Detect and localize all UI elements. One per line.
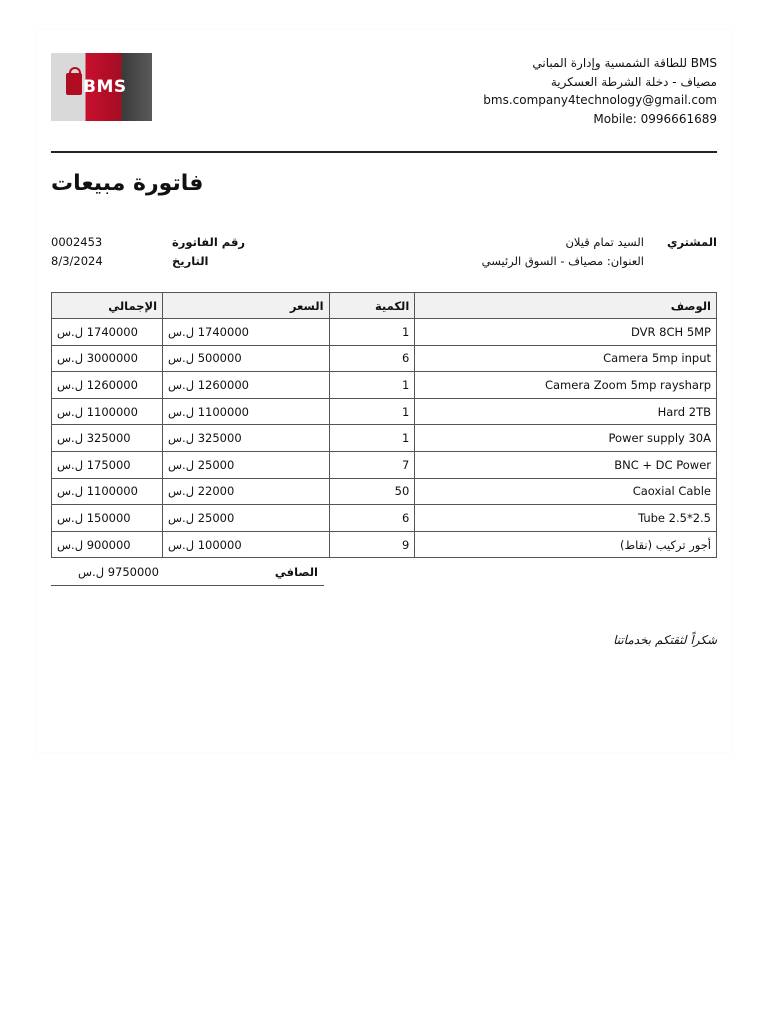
buyer-address: العنوان: مصياف - السوق الرئيسي bbox=[481, 254, 644, 268]
buyer-label: المشتري bbox=[666, 235, 717, 249]
thank-you-note: شكراً لثقتكم بخدماتنا bbox=[613, 633, 717, 647]
table-row bbox=[52, 398, 717, 425]
invoice-date-label: التاريخ bbox=[172, 254, 209, 268]
logo-text: BMS bbox=[83, 77, 127, 97]
item-quantity: 6 bbox=[329, 505, 415, 532]
item-quantity: 1 bbox=[329, 372, 415, 399]
item-total: 900000 ل.س bbox=[52, 531, 163, 558]
table-row bbox=[52, 451, 717, 478]
item-description bbox=[415, 478, 717, 505]
header-description: الوصف bbox=[415, 293, 717, 319]
item-total: 3000000 ل.س bbox=[52, 345, 163, 372]
table-row bbox=[52, 319, 717, 346]
item-description-text: Camera 5mp input bbox=[603, 351, 711, 366]
item-quantity: 1 bbox=[329, 398, 415, 425]
header-price: السعر bbox=[163, 293, 330, 319]
items-table bbox=[51, 292, 717, 558]
net-total-label: الصافي bbox=[274, 565, 318, 579]
item-description bbox=[415, 505, 717, 532]
item-price: 325000 ل.س bbox=[163, 425, 330, 452]
item-price: 25000 ل.س bbox=[163, 505, 330, 532]
item-price: 1260000 ل.س bbox=[163, 372, 330, 399]
net-total-value: 9750000 ل.س bbox=[78, 565, 159, 579]
item-price: 1100000 ل.س bbox=[163, 398, 330, 425]
item-price: 500000 ل.س bbox=[163, 345, 330, 372]
item-total: 175000 ل.س bbox=[52, 451, 163, 478]
company-mobile: Mobile: 0996661689 bbox=[593, 111, 717, 126]
header-quantity: الكمية bbox=[329, 293, 415, 319]
item-total: 1740000 ل.س bbox=[52, 319, 163, 346]
item-description-text: BNC + DC Power bbox=[614, 457, 711, 472]
company-address: مصياف - دخلة الشرطة العسكرية bbox=[550, 74, 717, 89]
table-row bbox=[52, 345, 717, 372]
item-quantity: 9 bbox=[329, 531, 415, 558]
item-description-text: Camera Zoom 5mp raysharp bbox=[544, 377, 711, 392]
item-description bbox=[415, 531, 717, 558]
company-info bbox=[483, 54, 717, 128]
invoice-date: 8/3/2024 bbox=[51, 254, 103, 268]
item-quantity: 50 bbox=[329, 478, 415, 505]
item-quantity: 1 bbox=[329, 425, 415, 452]
item-description-text: DVR 8CH 5MP bbox=[631, 324, 711, 339]
header-total: الإجمالي bbox=[52, 293, 163, 319]
item-description bbox=[415, 425, 717, 452]
invoice-title: فاتورة مبيعات bbox=[51, 171, 204, 196]
header-divider bbox=[51, 151, 717, 153]
item-total: 325000 ل.س bbox=[52, 425, 163, 452]
net-total-row bbox=[51, 559, 324, 586]
shopping-bag-icon bbox=[66, 73, 82, 95]
item-price: 22000 ل.س bbox=[163, 478, 330, 505]
item-price: 1740000 ل.س bbox=[163, 319, 330, 346]
table-header-row bbox=[52, 293, 717, 319]
item-quantity: 6 bbox=[329, 345, 415, 372]
invoice-number-label: رقم الفاتورة bbox=[172, 235, 245, 249]
company-email: bms.company4technology@gmail.com bbox=[483, 93, 717, 108]
invoice-number: 0002453 bbox=[51, 235, 103, 249]
company-logo bbox=[51, 53, 152, 121]
table-row bbox=[52, 478, 717, 505]
item-total: 150000 ل.س bbox=[52, 505, 163, 532]
table-row bbox=[52, 372, 717, 399]
buyer-name: السيد تمام قيلان bbox=[565, 235, 644, 249]
item-description bbox=[415, 345, 717, 372]
item-description-text: أجور تركيب (نقاط) bbox=[619, 537, 711, 552]
item-price: 25000 ل.س bbox=[163, 451, 330, 478]
item-description bbox=[415, 372, 717, 399]
item-total: 1260000 ل.س bbox=[52, 372, 163, 399]
table-row bbox=[52, 505, 717, 532]
item-description bbox=[415, 319, 717, 346]
item-total: 1100000 ل.س bbox=[52, 398, 163, 425]
company-name: BMS للطاقة الشمسية وإدارة المباني bbox=[532, 56, 717, 70]
item-total: 1100000 ل.س bbox=[52, 478, 163, 505]
item-description-text: Hard 2TB bbox=[657, 404, 711, 419]
item-description-text: Tube 2.5*2.5 bbox=[638, 510, 711, 525]
item-quantity: 7 bbox=[329, 451, 415, 478]
table-row bbox=[52, 531, 717, 558]
item-description bbox=[415, 451, 717, 478]
item-description bbox=[415, 398, 717, 425]
item-price: 100000 ل.س bbox=[163, 531, 330, 558]
item-description-text: Caoxial Cable bbox=[632, 484, 711, 499]
item-description-text: Power supply 30A bbox=[608, 431, 711, 446]
table-row bbox=[52, 425, 717, 452]
item-quantity: 1 bbox=[329, 319, 415, 346]
